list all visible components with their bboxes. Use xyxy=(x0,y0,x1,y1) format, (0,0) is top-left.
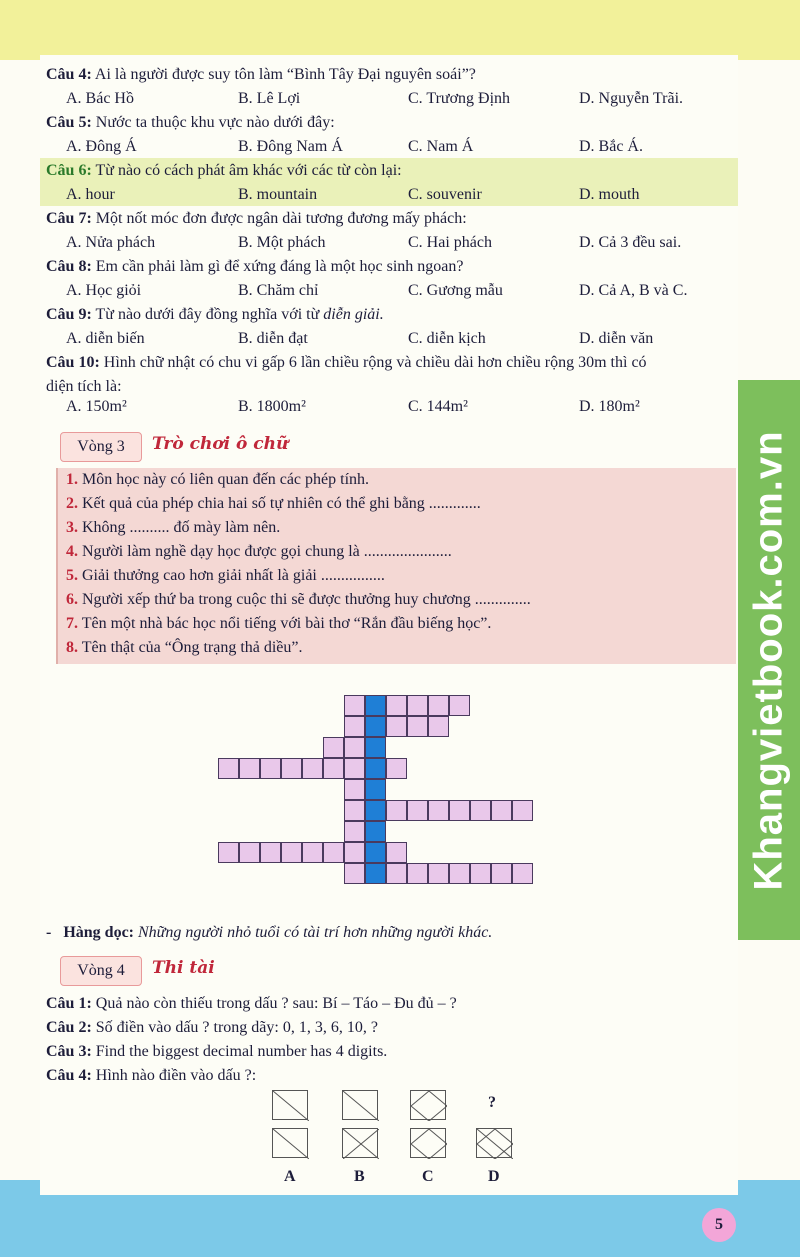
option: D. Cả 3 đều sai. xyxy=(579,234,682,251)
sequence-figure xyxy=(272,1090,308,1120)
hang-doc-text: Những người nhỏ tuổi có tài trí hơn những người khác. xyxy=(138,924,493,941)
crossword-cell xyxy=(239,758,260,779)
crossword-cell xyxy=(239,842,260,863)
question-9 xyxy=(46,305,384,325)
clue-number: 7. xyxy=(66,615,78,632)
crossword-cell xyxy=(344,695,365,716)
question-6 xyxy=(46,161,402,181)
crossword-cell xyxy=(344,779,365,800)
clue-1 xyxy=(66,470,369,490)
top-yellow-band xyxy=(0,0,800,60)
question-text: Quả nào còn thiếu trong dấu ? sau: Bí – Táo – Đu đủ – ? xyxy=(91,995,457,1012)
question-text: Nước ta thuộc khu vực nào dưới đây: xyxy=(91,114,335,131)
crossword-cell xyxy=(512,800,533,821)
clue-number: 1. xyxy=(66,471,78,488)
question-label: Câu 9: xyxy=(46,306,92,323)
answer-label: B xyxy=(354,1168,365,1185)
option: D. 180m² xyxy=(579,398,640,415)
option: A. Nửa phách xyxy=(66,234,156,251)
option: B. Chăm chỉ xyxy=(238,282,319,299)
question-10 xyxy=(46,353,647,373)
question-5 xyxy=(46,113,335,133)
round3-title: Trò chơi ô chữ xyxy=(152,434,289,454)
crossword-cell xyxy=(386,800,407,821)
sequence-figure xyxy=(410,1090,446,1120)
side-brand xyxy=(738,380,800,940)
crossword-cell xyxy=(407,863,428,884)
clue-number: 2. xyxy=(66,495,78,512)
question-label: Câu 6: xyxy=(46,162,92,179)
option: A. Bác Hồ xyxy=(66,90,134,107)
page-number: 5 xyxy=(702,1208,736,1242)
round4-question-4 xyxy=(46,1066,256,1086)
question-label: Câu 4: xyxy=(46,66,92,83)
option: B. diễn đạt xyxy=(238,330,308,347)
crossword-cell xyxy=(386,695,407,716)
sequence-figure xyxy=(342,1090,378,1120)
question-text: Find the biggest decimal number has 4 digits. xyxy=(91,1043,388,1060)
crossword-cell xyxy=(386,716,407,737)
crossword-cell xyxy=(428,695,449,716)
clue-3 xyxy=(66,518,280,538)
option: D. Cả A, B và C. xyxy=(579,282,688,299)
round4-question-1 xyxy=(46,994,457,1014)
option: C. 144m² xyxy=(408,398,468,415)
crossword-cell xyxy=(470,863,491,884)
crossword-key-cell xyxy=(365,821,386,842)
option: B. mountain xyxy=(238,186,318,203)
crossword-cell xyxy=(386,863,407,884)
crossword-cell xyxy=(218,842,239,863)
option: D. mouth xyxy=(579,186,640,203)
clue-text: Giải thưởng cao hơn giải nhất là giải ................ xyxy=(78,567,385,584)
question-label: Câu 1: xyxy=(46,995,92,1012)
question-text: Em cần phải làm gì để xứng đáng là một học sinh ngoan? xyxy=(91,258,464,275)
crossword-cell xyxy=(386,758,407,779)
crossword-cell xyxy=(344,821,365,842)
crossword-cell xyxy=(323,758,344,779)
answer-figure xyxy=(410,1128,446,1158)
clue-number: 3. xyxy=(66,519,78,536)
crossword-cell xyxy=(218,758,239,779)
option: A. Đông Á xyxy=(66,138,137,155)
crossword-cell xyxy=(428,863,449,884)
option: B. Một phách xyxy=(238,234,326,251)
hang-doc-label: Hàng dọc: xyxy=(63,924,134,941)
answer-figure xyxy=(342,1128,378,1158)
clue-text: Môn học này có liên quan đến các phép tính. xyxy=(78,471,370,488)
crossword-cell xyxy=(344,758,365,779)
crossword-key-cell xyxy=(365,800,386,821)
round4-tab: Vòng 4 xyxy=(60,956,142,986)
clue-text: Tên một nhà bác học nổi tiếng với bài thơ “Rắn đầu biếng học”. xyxy=(78,615,492,632)
crossword-cell xyxy=(344,716,365,737)
clue-4 xyxy=(66,542,452,562)
clue-text: Người xếp thứ ba trong cuộc thi sẽ được thưởng huy chương .............. xyxy=(78,591,531,608)
answer-figure xyxy=(272,1128,308,1158)
question-text: Một nốt móc đơn được ngân dài tương đương mấy phách: xyxy=(91,210,467,227)
crossword-cell xyxy=(428,716,449,737)
question-label: Câu 7: xyxy=(46,210,92,227)
crossword-key-cell xyxy=(365,758,386,779)
clue-8 xyxy=(66,638,303,658)
crossword-cell xyxy=(449,863,470,884)
question-italic: diễn giải. xyxy=(323,306,384,323)
clue-number: 5. xyxy=(66,567,78,584)
answer-figure xyxy=(476,1128,512,1158)
crossword-key-cell xyxy=(365,863,386,884)
crossword-cell xyxy=(281,842,302,863)
question-text: Hình chữ nhật có chu vi gấp 6 lần chiều rộng và chiều dài hơn chiều rộng 30m thì có xyxy=(99,354,647,371)
clue-text: Không .......... đố mày làm nên. xyxy=(78,519,281,536)
crossword-cell xyxy=(302,758,323,779)
question-label: Câu 5: xyxy=(46,114,92,131)
crossword-cell xyxy=(428,800,449,821)
option: C. diễn kịch xyxy=(408,330,486,347)
crossword-cell xyxy=(491,800,512,821)
crossword-key-cell xyxy=(365,695,386,716)
crossword-key-cell xyxy=(365,716,386,737)
option: B. Lê Lợi xyxy=(238,90,301,107)
question-label: Câu 2: xyxy=(46,1019,92,1036)
clue-text: Kết quả của phép chia hai số tự nhiên có thể ghi bằng ............. xyxy=(78,495,481,512)
answer-label: C xyxy=(422,1168,434,1185)
option: B. Đông Nam Á xyxy=(238,138,343,155)
round4-question-3 xyxy=(46,1042,387,1062)
round4-title: Thi tài xyxy=(152,958,215,978)
question-label: Câu 8: xyxy=(46,258,92,275)
crossword-cell xyxy=(449,800,470,821)
question-4 xyxy=(46,65,476,85)
clue-text: Tên thật của “Ông trạng thả diều”. xyxy=(78,639,303,656)
clue-7 xyxy=(66,614,491,634)
question-label: Câu 4: xyxy=(46,1067,92,1084)
question-label: Câu 10: xyxy=(46,354,100,371)
crossword-cell xyxy=(407,695,428,716)
missing-figure-mark: ? xyxy=(488,1094,496,1111)
question-8 xyxy=(46,257,463,277)
crossword-cell xyxy=(344,800,365,821)
crossword-cell xyxy=(407,716,428,737)
crossword-key-cell xyxy=(365,737,386,758)
hang-doc: - Hàng dọc: Những người nhỏ tuổi có tài trí hơn những người khác. xyxy=(46,924,493,941)
option: C. souvenir xyxy=(408,186,482,203)
crossword-cell xyxy=(260,842,281,863)
question-7 xyxy=(46,209,467,229)
crossword-cell xyxy=(512,863,533,884)
crossword-cell xyxy=(302,842,323,863)
crossword-cell xyxy=(491,863,512,884)
clue-number: 8. xyxy=(66,639,78,656)
clue-number: 6. xyxy=(66,591,78,608)
crossword-cell xyxy=(449,695,470,716)
crossword-cell xyxy=(260,758,281,779)
option: A. 150m² xyxy=(66,398,127,415)
option: C. Nam Á xyxy=(408,138,474,155)
crossword-cell xyxy=(344,737,365,758)
crossword-cell xyxy=(470,800,491,821)
round4-question-2 xyxy=(46,1018,378,1038)
clue-text: Người làm nghề dạy học được gọi chung là ...................... xyxy=(78,543,452,560)
crossword-key-cell xyxy=(365,779,386,800)
crossword-cell xyxy=(281,758,302,779)
question-text: Ai là người được suy tôn làm “Bình Tây Đại nguyên soái”? xyxy=(91,66,476,83)
option: D. Nguyễn Trãi. xyxy=(579,90,684,107)
question-text: Từ nào có cách phát âm khác với các từ còn lại: xyxy=(91,162,402,179)
clue-2 xyxy=(66,494,481,514)
option: D. Bắc Á. xyxy=(579,138,643,155)
question-text-cont: diện tích là: xyxy=(46,378,122,395)
crossword-cell xyxy=(344,863,365,884)
crossword-cell xyxy=(323,842,344,863)
clue-number: 4. xyxy=(66,543,78,560)
option: D. diễn văn xyxy=(579,330,654,347)
option: A. Học giỏi xyxy=(66,282,142,299)
option: A. hour xyxy=(66,186,115,203)
crossword-cell xyxy=(344,842,365,863)
question-text: Từ nào dưới đây đồng nghĩa với từ xyxy=(91,306,324,323)
question-text: Hình nào điền vào dấu ?: xyxy=(91,1067,257,1084)
option: C. Gương mẫu xyxy=(408,282,503,299)
clue-6 xyxy=(66,590,531,610)
answer-label: D xyxy=(488,1168,500,1185)
brand-text: Khangvietbook.com.vn xyxy=(746,429,791,891)
option: C. Trương Định xyxy=(408,90,511,107)
option: C. Hai phách xyxy=(408,234,492,251)
round3-tab: Vòng 3 xyxy=(60,432,142,462)
clue-5 xyxy=(66,566,385,586)
option: B. 1800m² xyxy=(238,398,306,415)
crossword-cell xyxy=(323,737,344,758)
crossword-cell xyxy=(386,842,407,863)
option: A. diễn biến xyxy=(66,330,145,347)
question-label: Câu 3: xyxy=(46,1043,92,1060)
crossword-cell xyxy=(407,800,428,821)
crossword-key-cell xyxy=(365,842,386,863)
question-text: Số điền vào dấu ? trong dãy: 0, 1, 3, 6, 10, ? xyxy=(91,1019,378,1036)
answer-label: A xyxy=(284,1168,296,1185)
